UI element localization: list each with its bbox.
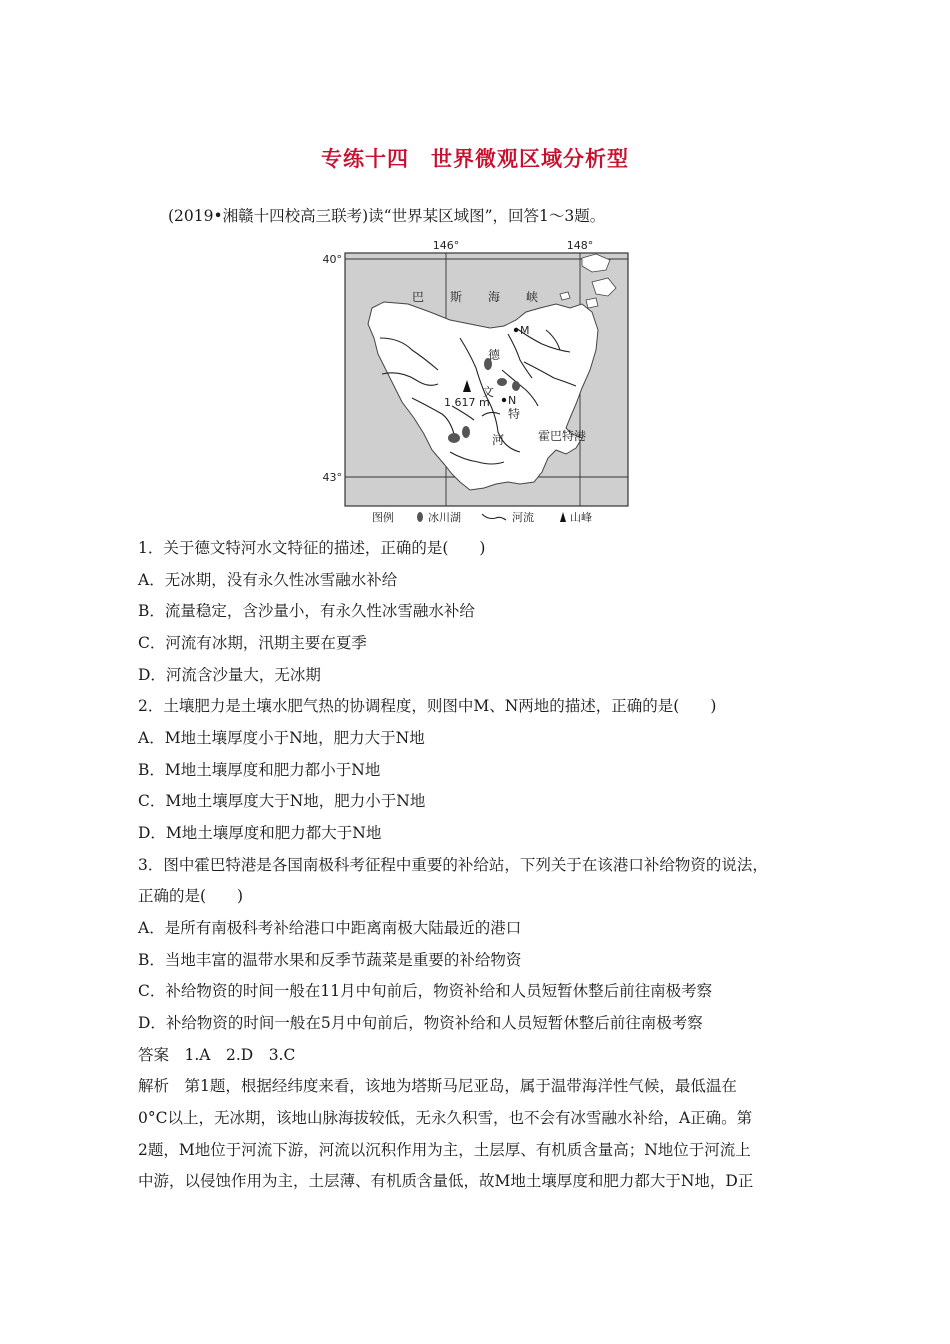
question-2-stem: 2．土壤肥力是土壤水肥气热的协调程度，则图中M、N两地的描述，正确的是( ) bbox=[138, 697, 717, 715]
legend-title: 图例 bbox=[372, 511, 394, 524]
strait-char-2: 斯 bbox=[450, 290, 463, 304]
intro-text: (2019•湘赣十四校高三联考)读“世界某区域图”，回答1～3题。 bbox=[168, 207, 606, 225]
question-2-option-b: B．M地土壤厚度和肥力都小于N地 bbox=[138, 761, 381, 779]
point-n-label: N bbox=[508, 394, 517, 407]
legend-peak-label: 山峰 bbox=[570, 511, 592, 524]
river-char-3: 特 bbox=[508, 407, 521, 421]
strait-char-4: 峡 bbox=[526, 290, 539, 304]
question-3-option-c: C．补给物资的时间一般在11月中旬前后，物资补给和人员短暂休整后前往南极考察 bbox=[138, 982, 713, 1000]
question-3-stem-line-1: 3．图中霍巴特港是各国南极科考征程中重要的补给站，下列关于在该港口补给物资的说法， bbox=[138, 856, 768, 874]
point-m-label: M bbox=[520, 324, 530, 337]
question-1-option-c: C．河流有冰期，汛期主要在夏季 bbox=[138, 634, 367, 652]
legend-peak-icon bbox=[560, 512, 566, 522]
map-legend bbox=[372, 510, 592, 524]
glacier-lake-4 bbox=[448, 433, 460, 443]
legend-river-label: 河流 bbox=[512, 511, 534, 524]
question-3-option-b: B．当地丰富的温带水果和反季节蔬菜是重要的补给物资 bbox=[138, 951, 522, 969]
analysis-line-3: 2题，M地位于河流下游，河流以沉积作用为主，土层厚、有机质含量高；N地位于河流上 bbox=[138, 1141, 751, 1159]
glacier-lake-5 bbox=[462, 426, 470, 438]
glacier-lake-2 bbox=[497, 378, 507, 386]
page-title: 专练十四 世界微观区域分析型 bbox=[321, 147, 629, 171]
strait-char-1: 巴 bbox=[412, 290, 425, 304]
glacier-lake-3 bbox=[512, 381, 520, 391]
lon-label-148: 148° bbox=[566, 239, 594, 252]
lat-label-40: 40° bbox=[322, 253, 342, 266]
question-1-option-a: A．无冰期，没有永久性冰雪融水补给 bbox=[138, 571, 398, 589]
strait-char-3: 海 bbox=[488, 290, 501, 304]
legend-glacier-lake-label: 冰川湖 bbox=[428, 511, 461, 524]
question-2-option-c: C．M地土壤厚度大于N地，肥力小于N地 bbox=[138, 792, 426, 810]
question-2-option-d: D．M地土壤厚度和肥力都大于N地 bbox=[138, 824, 382, 842]
question-3-option-a: A．是所有南极科考补给港口中距离南极大陆最近的港口 bbox=[138, 919, 522, 937]
question-3-stem-line-2: 正确的是( ) bbox=[138, 887, 244, 905]
port-label: 霍巴特港 bbox=[538, 429, 587, 443]
river-char-4: 河 bbox=[492, 433, 505, 447]
question-3-option-d: D．补给物资的时间一般在5月中旬前后，物资补给和人员短暂休整后前往南极考察 bbox=[138, 1014, 703, 1032]
question-1-stem: 1．关于德文特河水文特征的描述，正确的是( ) bbox=[138, 539, 486, 557]
point-n bbox=[502, 398, 506, 402]
question-1-option-b: B．流量稳定，含沙量小，有永久性冰雪融水补给 bbox=[138, 602, 475, 620]
analysis-line-1: 解析 第1题，根据经纬度来看，该地为塔斯马尼亚岛，属于温带海洋性气候，最低温在 bbox=[138, 1077, 737, 1095]
answer-line: 答案 1.A 2.D 3.C bbox=[138, 1046, 296, 1064]
legend-river-icon bbox=[482, 514, 506, 520]
question-2-option-a: A．M地土壤厚度小于N地，肥力大于N地 bbox=[138, 729, 425, 747]
region-map bbox=[320, 238, 632, 528]
peak-label: 1 617 m bbox=[444, 396, 490, 409]
island-ne-3 bbox=[586, 298, 598, 308]
river-char-1: 德 bbox=[488, 348, 501, 362]
analysis-line-2: 0°C以上，无冰期，该地山脉海拔较低，无永久积雪，也不会有冰雪融水补给，A正确。第 bbox=[138, 1109, 753, 1127]
analysis-line-4: 中游，以侵蚀作用为主，土层薄、有机质含量低，故M地土壤厚度和肥力都大于N地，D正 bbox=[138, 1172, 754, 1190]
lon-label-146: 146° bbox=[432, 239, 460, 252]
river-char-2: 文 bbox=[482, 385, 495, 399]
question-1-option-d: D．河流含沙量大，无冰期 bbox=[138, 666, 321, 684]
legend-glacier-lake-icon bbox=[417, 512, 423, 522]
lat-label-43: 43° bbox=[322, 471, 342, 484]
point-m bbox=[514, 328, 518, 332]
